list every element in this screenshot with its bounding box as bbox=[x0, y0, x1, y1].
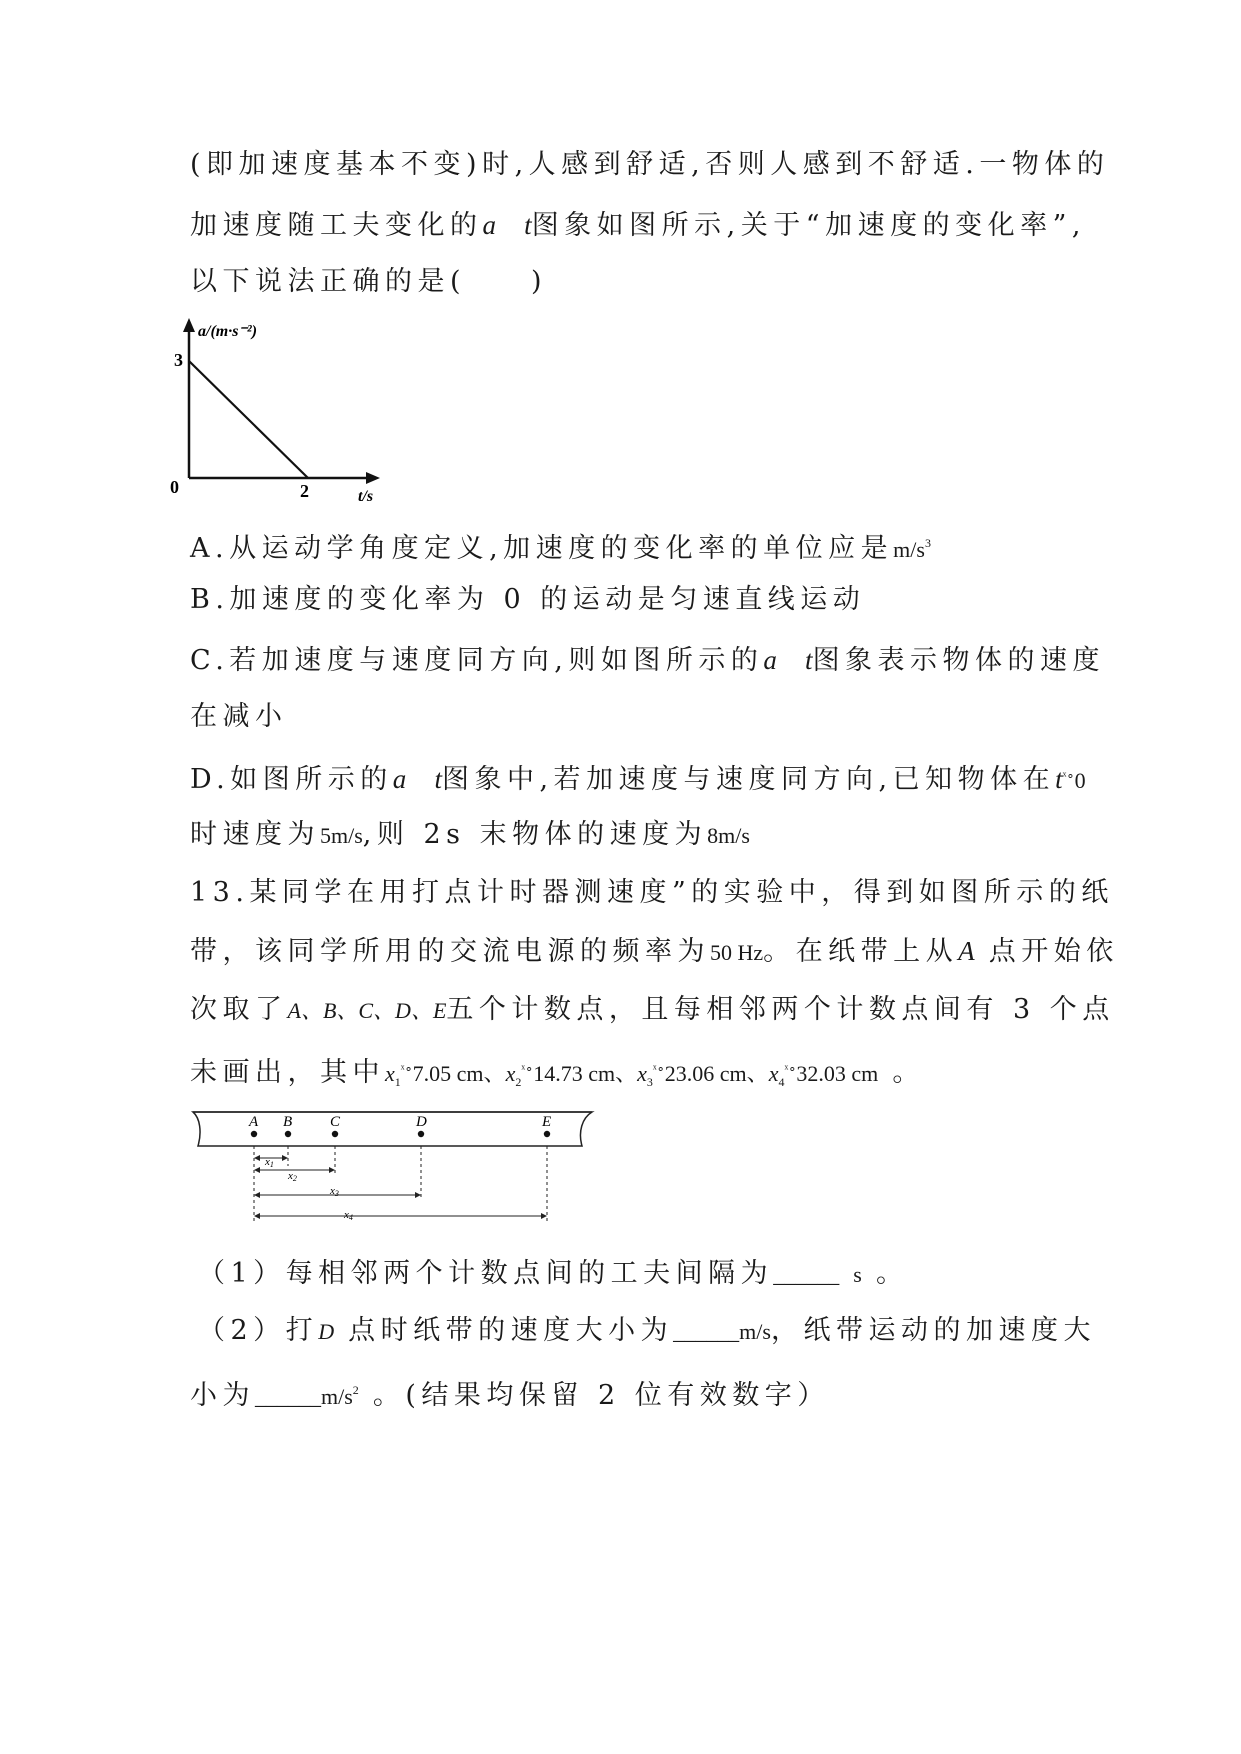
text-segment: ，纸带运动的加速度大 bbox=[770, 1315, 1096, 1346]
point-list: A、B、C、D、E bbox=[287, 998, 447, 1023]
value: 8m/s bbox=[707, 823, 750, 848]
text-line-2 bbox=[190, 205, 1086, 246]
garbled-symbol: ˣ∘ bbox=[400, 1061, 413, 1076]
text-segment: 。 bbox=[875, 1258, 909, 1289]
text-segment: 点时纸带的速度大小为 bbox=[348, 1315, 674, 1346]
q13-line-3 bbox=[190, 990, 1115, 1031]
option-a bbox=[190, 523, 931, 570]
unit: m/s bbox=[321, 1384, 353, 1409]
point-label: D bbox=[318, 1319, 335, 1344]
text-segment: 。 bbox=[892, 1057, 925, 1088]
subq-1 bbox=[198, 1254, 908, 1295]
option-a-text: A.从运动学角度定义,加速度的变化率的单位应是 bbox=[190, 533, 894, 564]
q13-line-4 bbox=[190, 1049, 925, 1102]
tape-dot-a bbox=[251, 1131, 257, 1137]
value: 5m/s bbox=[320, 823, 363, 848]
tape-label-d: D bbox=[416, 1114, 427, 1130]
text-segment: 五个计数点，且每相邻两个计数点间有 3 个点 bbox=[446, 994, 1115, 1025]
text-line-3: 以下说法正确的是( ) bbox=[190, 266, 548, 297]
text-segment: 次取了 bbox=[190, 994, 288, 1025]
point-label: A bbox=[958, 936, 975, 966]
var-a: a bbox=[482, 210, 496, 240]
tape-label-e: E bbox=[542, 1114, 552, 1130]
option-c-line-1 bbox=[190, 640, 1105, 681]
text-segment: 图象中,若加速度与速度同方向,已知物体在 bbox=[441, 764, 1056, 795]
var-x: x bbox=[385, 1061, 395, 1086]
garbled-symbol: ˣ∘ bbox=[784, 1061, 797, 1076]
tape-dot-b bbox=[285, 1131, 291, 1137]
text-segment: 加速度随工夫变化的 bbox=[190, 210, 483, 241]
var-x: x bbox=[768, 1061, 779, 1086]
option-c-line-2: 在减小 bbox=[190, 701, 288, 732]
q13-line-1: 13.某同学在用打点计时器测速度”的实验中，得到如图所示的纸 bbox=[190, 877, 1114, 908]
y-axis-arrow bbox=[183, 318, 195, 332]
text-segment: 图象表示物体的速度 bbox=[812, 645, 1106, 676]
x-axis-label: t/s bbox=[358, 488, 374, 505]
unit-exponent: 2 bbox=[352, 1383, 359, 1397]
tape-label-c: C bbox=[330, 1114, 341, 1130]
origin-label: 0 bbox=[170, 477, 179, 497]
ticker-tape-diagram bbox=[190, 1108, 610, 1233]
garbled-symbol: ˣ∘ bbox=[652, 1061, 665, 1076]
unit-exponent: 3 bbox=[924, 536, 931, 550]
answer-blank-1[interactable]: ______ bbox=[773, 1262, 840, 1287]
q13-line-2 bbox=[190, 931, 1119, 973]
text-line-1: (即加速度基本不变)时,人感到舒适,否则人感到不舒适.一物体的 bbox=[190, 149, 1110, 180]
text-segment: ,则 2s 末物体的速度为 bbox=[362, 819, 708, 850]
var-a: a bbox=[763, 645, 777, 675]
value: 7.05 cm、 bbox=[412, 1061, 506, 1086]
dim-x1-label: x1 bbox=[265, 1156, 274, 1169]
text-segment: 小为 bbox=[190, 1380, 255, 1411]
value: 14.73 cm、 bbox=[533, 1061, 638, 1086]
option-d-line-1 bbox=[190, 756, 1086, 801]
dim-x2-label: x2 bbox=[288, 1170, 297, 1183]
text-segment: C.若加速度与速度同方向,则如图所示的 bbox=[190, 645, 764, 676]
option-b: B.加速度的变化率为 0 的运动是匀速直线运动 bbox=[190, 584, 866, 615]
data-line bbox=[189, 361, 308, 478]
text-segment: 。在纸带上从 bbox=[763, 936, 959, 967]
var-x: x bbox=[505, 1061, 516, 1086]
answer-blank-3[interactable]: ______ bbox=[255, 1384, 321, 1409]
y-axis-label: a/(m·s⁻²) bbox=[198, 323, 258, 340]
text-segment: （2）打 bbox=[198, 1315, 319, 1346]
option-d-line-2 bbox=[190, 815, 750, 856]
unit: s bbox=[853, 1262, 862, 1287]
answer-blank-2[interactable]: ______ bbox=[673, 1319, 740, 1344]
acceleration-time-graph bbox=[170, 318, 390, 508]
tape-dot-c bbox=[332, 1131, 338, 1137]
text-segment: （1）每相邻两个计数点间的工夫间隔为 bbox=[198, 1258, 774, 1289]
text-segment: 带，该同学所用的交流电源的频率为 bbox=[190, 936, 710, 967]
tape-label-b: B bbox=[283, 1114, 293, 1130]
subscript: 1 bbox=[394, 1075, 401, 1089]
frequency: 50 Hz bbox=[710, 940, 764, 965]
value: 32.03 cm bbox=[796, 1061, 879, 1086]
var-t: t bbox=[434, 764, 442, 794]
unit: m/s bbox=[893, 537, 925, 562]
garbled-symbol: ˣ∘ bbox=[1062, 768, 1075, 783]
unit: m/s bbox=[739, 1319, 771, 1344]
subq-2 bbox=[198, 1311, 1096, 1352]
tape-dot-e bbox=[544, 1131, 550, 1137]
dim-x4-label: x4 bbox=[344, 1209, 353, 1222]
value: 0 bbox=[1074, 768, 1086, 793]
text-segment: 点开始依 bbox=[988, 936, 1119, 967]
var-t: t bbox=[524, 210, 532, 240]
subscript: 2 bbox=[515, 1075, 522, 1089]
text-segment: D.如图所示的 bbox=[190, 764, 393, 795]
subscript: 4 bbox=[778, 1075, 785, 1089]
value: 23.06 cm、 bbox=[664, 1061, 769, 1086]
text-segment: 时速度为 bbox=[190, 819, 320, 850]
y-tick-3: 3 bbox=[174, 350, 183, 370]
tape-dot-d bbox=[418, 1131, 424, 1137]
var-t: t bbox=[1055, 764, 1063, 794]
text-segment: 未画出，其中 bbox=[190, 1057, 385, 1088]
x-tick-2: 2 bbox=[300, 481, 309, 501]
garbled-symbol: ˣ∘ bbox=[521, 1061, 534, 1076]
x-axis-arrow bbox=[366, 472, 380, 484]
subscript: 3 bbox=[646, 1075, 653, 1089]
text-segment: 。(结果均保留 2 位有效数字） bbox=[372, 1380, 830, 1411]
dim-x3-label: x3 bbox=[330, 1185, 339, 1198]
subq-2-cont bbox=[190, 1370, 830, 1417]
text-segment: 图象如图所示,关于“加速度的变化率”, bbox=[531, 210, 1086, 241]
var-a: a bbox=[392, 764, 407, 794]
tape-label-a: A bbox=[249, 1114, 259, 1130]
var-x: x bbox=[637, 1061, 647, 1086]
var-t: t bbox=[805, 645, 813, 675]
